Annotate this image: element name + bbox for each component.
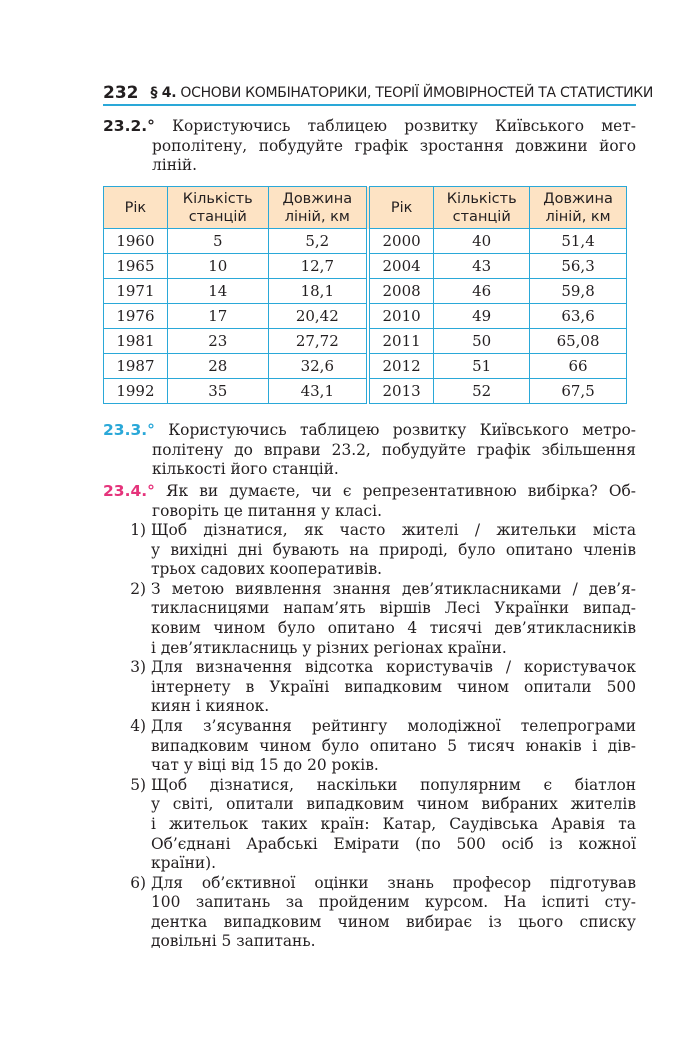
table-cell: 63,6: [530, 304, 627, 329]
table-cell: 32,6: [268, 354, 368, 379]
table-cell: 43,1: [268, 379, 368, 404]
header-length: Довжина ліній, км: [268, 187, 368, 229]
table-cell: 43: [434, 254, 530, 279]
section-number: § 4.: [150, 85, 177, 101]
item-text-line: чат у віці від 15 до 20 років.: [151, 756, 379, 775]
table-cell: 2012: [368, 354, 434, 379]
table-cell: 10: [167, 254, 268, 279]
exercise-text-line: Як ви думаєте, чи є репрезентативною вибірка? Об-: [154, 482, 636, 500]
item-number: 3): [130, 658, 146, 677]
table-cell: 52: [434, 379, 530, 404]
table-row: [104, 229, 627, 254]
table-cell: 23: [167, 329, 268, 354]
header-stations: Кількість станцій: [167, 187, 268, 229]
table-cell: 49: [434, 304, 530, 329]
table-cell: 2013: [368, 379, 434, 404]
item-text: [151, 717, 636, 776]
table-row: [104, 379, 627, 404]
table-row: [104, 304, 627, 329]
section-title-text: ОСНОВИ КОМБІНАТОРИКИ, ТЕОРІЇ ЙМОВІРНОСТЕЙ ТА СТАТИСТИКИ: [176, 85, 654, 101]
table-cell: 40: [434, 229, 530, 254]
table-cell: 14: [167, 279, 268, 304]
item-number: 1): [130, 521, 146, 539]
exercise-number: 23.4.°: [103, 482, 155, 500]
item-text-line: 100 запитань за пройденим курсом. На іспиті сту-: [151, 893, 636, 912]
table-cell: 51,4: [530, 229, 627, 254]
item-text-line: трьох садових кооперативів.: [151, 560, 383, 579]
table-header-row: [104, 187, 627, 229]
exercise-number: 23.3.°: [103, 421, 155, 439]
exercise-items-list: [103, 521, 636, 952]
table-cell: 12,7: [268, 254, 368, 279]
item-text-line: ковим чином було опитано 4 тисячі дев’ятикласників: [151, 618, 636, 637]
item-text-line: довільні 5 запитань.: [151, 932, 316, 951]
exercise-text-line: говоріть це питання у класі.: [152, 501, 382, 520]
item-text: [151, 658, 636, 717]
item-text-line: Щоб дізнатися, наскільки популярним є біатлон: [151, 775, 636, 794]
item-number: 5): [130, 775, 146, 794]
table-cell: 1987: [104, 354, 168, 379]
item-text: [151, 874, 636, 952]
exercise-text-line: політену до вправи 23.2, побудуйте графік збільшення: [152, 440, 636, 459]
table-cell: 35: [167, 379, 268, 404]
table-cell: 46: [434, 279, 530, 304]
item-text-line: і жительок таких країн: Катар, Саудівська Аравія та: [151, 814, 636, 833]
table-cell: 1960: [104, 229, 168, 254]
table-row: [104, 254, 627, 279]
item-text-line: і дев’ятикласниць у різних регіонах країни.: [151, 638, 507, 657]
page-number: 232: [103, 83, 139, 103]
section-title: [151, 82, 654, 104]
table-cell: 1965: [104, 254, 168, 279]
item-text-line: З метою виявлення знання дев’ятикласниками / дев’я-: [151, 579, 636, 598]
exercise-23-4: [103, 482, 636, 521]
table-cell: 56,3: [530, 254, 627, 279]
item-text-line: Для об’єктивної оцінки знань професор підготував: [151, 873, 636, 892]
table-cell: 17: [167, 304, 268, 329]
item-text-line: Щоб дізнатися, як часто жителі / жительки міста: [151, 521, 636, 539]
table-cell: 20,42: [268, 304, 368, 329]
list-item: [103, 658, 636, 717]
header-year: Рік: [104, 187, 168, 229]
table-cell: 1981: [104, 329, 168, 354]
table-cell: 2011: [368, 329, 434, 354]
item-text-line: країни).: [151, 854, 216, 873]
item-text-line: у вихідні дні бувають на природі, було опитано членів: [151, 540, 636, 559]
exercise-text-line: кількості його станцій.: [152, 460, 339, 479]
metro-table: [103, 186, 627, 404]
table-cell: 2008: [368, 279, 434, 304]
header-length: Довжина ліній, км: [530, 187, 627, 229]
exercise-text-line: Користуючись таблицею розвитку Київського мет-: [154, 117, 636, 135]
table-cell: 2004: [368, 254, 434, 279]
list-item: [103, 580, 636, 658]
table-row: [104, 354, 627, 379]
item-number: 2): [130, 579, 146, 598]
table-cell: 66: [530, 354, 627, 379]
table-cell: 18,1: [268, 279, 368, 304]
table-cell: 51: [434, 354, 530, 379]
header-stations: Кількість станцій: [434, 187, 530, 229]
item-text-line: випадковим чином було опитано 5 тисяч юнаків і дів-: [151, 736, 636, 755]
item-text: [151, 580, 636, 658]
table-cell: 1992: [104, 379, 168, 404]
item-text-line: киян і киянок.: [151, 697, 270, 716]
item-text: [151, 521, 636, 580]
table-cell: 1971: [104, 279, 168, 304]
list-item: [103, 776, 636, 874]
header-year: Рік: [368, 187, 434, 229]
table-cell: 2010: [368, 304, 434, 329]
item-text: [151, 776, 636, 874]
exercise-23-3: [103, 421, 636, 480]
exercise-number: 23.2.°: [103, 117, 155, 135]
table-cell: 1976: [104, 304, 168, 329]
table-row: [104, 329, 627, 354]
table-cell: 5,2: [268, 229, 368, 254]
table-cell: 28: [167, 354, 268, 379]
item-text-line: Для визначення відсотка користувачів / користувачок: [151, 658, 636, 677]
exercise-text-line: ліній.: [152, 156, 198, 175]
list-item: [103, 717, 636, 776]
table-cell: 5: [167, 229, 268, 254]
item-number: 6): [130, 873, 146, 892]
item-text-line: інтернету в Україні випадковим чином опитали 500: [151, 677, 636, 696]
list-item: [103, 521, 636, 580]
item-text-line: Об’єднані Арабські Емірати (по 500 осіб із кожної: [151, 834, 636, 853]
table-cell: 67,5: [530, 379, 627, 404]
item-text-line: Для з’ясування рейтингу молодіжної телепрограми: [151, 716, 636, 735]
list-item: [103, 874, 636, 952]
table-cell: 27,72: [268, 329, 368, 354]
running-header: [103, 80, 654, 106]
table-cell: 2000: [368, 229, 434, 254]
table-cell: 59,8: [530, 279, 627, 304]
table-cell: 50: [434, 329, 530, 354]
item-text-line: тикласницями напам’ять віршів Лесі Українки випад-: [151, 599, 636, 618]
exercise-text-line: Користуючись таблицею розвитку Київського метро-: [154, 421, 636, 439]
item-text-line: у світі, опитали випадковим чином вибраних жителів: [151, 795, 636, 814]
exercise-text-line: рополітену, побудуйте графік зростання довжини його: [152, 136, 636, 155]
table-cell: 65,08: [530, 329, 627, 354]
table-row: [104, 279, 627, 304]
exercise-23-2: [103, 117, 636, 176]
item-number: 4): [130, 716, 146, 735]
item-text-line: дентка випадковим чином вибирає із цього списку: [151, 912, 636, 931]
